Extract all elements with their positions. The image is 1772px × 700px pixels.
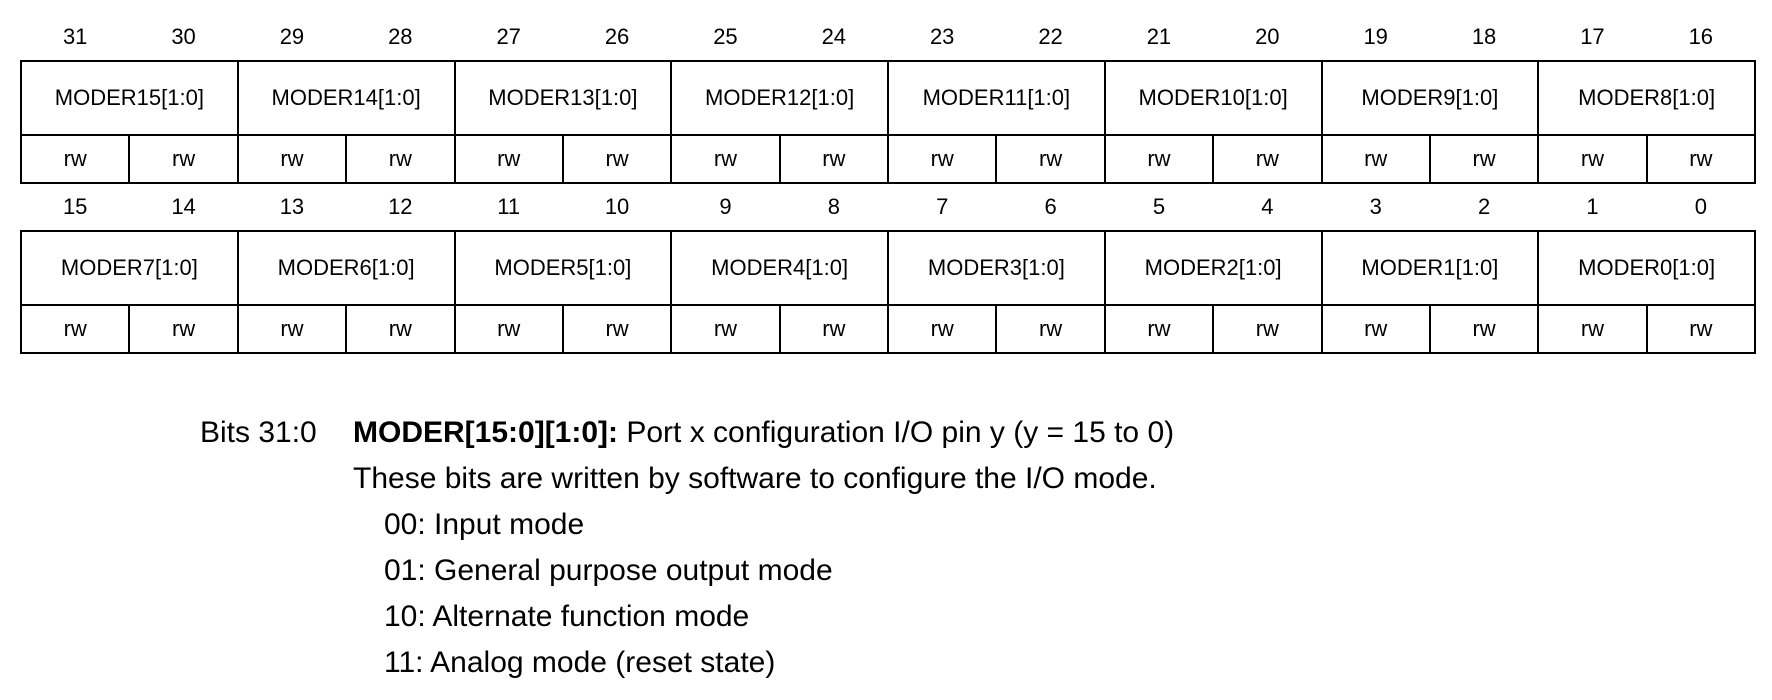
register-field: MODER13[1:0] — [455, 61, 672, 135]
access-type: rw — [1538, 305, 1646, 353]
register-field: MODER2[1:0] — [1105, 231, 1322, 305]
access-type: rw — [1538, 135, 1646, 183]
register-field: MODER12[1:0] — [671, 61, 888, 135]
upper-fields-row — [21, 61, 1755, 135]
register-field: MODER8[1:0] — [1538, 61, 1755, 135]
bit-number: 12 — [388, 194, 413, 219]
bit-number: 0 — [1694, 194, 1707, 219]
access-type: rw — [1430, 305, 1538, 353]
bit-number: 15 — [62, 194, 88, 219]
access-type: rw — [1105, 135, 1213, 183]
bit-number: 14 — [171, 194, 196, 219]
access-type: rw — [996, 135, 1104, 183]
bit-number: 10 — [604, 194, 630, 219]
field-description-header — [200, 410, 1174, 456]
register-field: MODER14[1:0] — [238, 61, 455, 135]
access-type: rw — [1647, 305, 1755, 353]
upper-bit-numbers-row — [21, 14, 1755, 61]
access-type: rw — [1322, 135, 1430, 183]
access-type: rw — [996, 305, 1104, 353]
access-type: rw — [238, 135, 346, 183]
access-type: rw — [21, 305, 129, 353]
bit-number: 5 — [1152, 194, 1166, 219]
register-field: MODER1[1:0] — [1322, 231, 1539, 305]
bit-number: 25 — [713, 24, 738, 49]
register-field: MODER6[1:0] — [238, 231, 455, 305]
register-field: MODER9[1:0] — [1322, 61, 1539, 135]
bit-number: 17 — [1580, 24, 1605, 49]
access-type: rw — [1647, 135, 1755, 183]
upper-access-row — [21, 135, 1755, 183]
access-type: rw — [563, 305, 671, 353]
access-type: rw — [346, 305, 454, 353]
field-name: MODER[15:0][1:0]: — [353, 416, 619, 449]
mode-option: 10: Alternate function mode — [384, 600, 750, 633]
bit-number: 6 — [1044, 194, 1057, 219]
register-field: MODER10[1:0] — [1105, 61, 1322, 135]
access-type: rw — [888, 135, 996, 183]
access-type: rw — [1322, 305, 1430, 353]
access-type: rw — [888, 305, 996, 353]
access-type: rw — [238, 305, 346, 353]
access-type: rw — [1430, 135, 1538, 183]
field-heading — [353, 410, 1174, 456]
bit-number: 7 — [936, 194, 949, 219]
bit-number: 21 — [1146, 24, 1172, 49]
bit-number: 29 — [279, 24, 305, 49]
bit-number: 4 — [1261, 194, 1274, 219]
register-field: MODER4[1:0] — [671, 231, 888, 305]
bit-number: 3 — [1369, 194, 1382, 219]
bit-number: 27 — [496, 24, 521, 49]
field-description — [200, 410, 1174, 686]
register-field: MODER5[1:0] — [455, 231, 672, 305]
access-type: rw — [780, 135, 888, 183]
access-type: rw — [129, 135, 237, 183]
bit-number: 16 — [1688, 24, 1714, 49]
bit-number: 24 — [821, 24, 847, 49]
register-table — [20, 14, 1756, 354]
bit-number: 26 — [604, 24, 630, 49]
register-field: MODER11[1:0] — [888, 61, 1105, 135]
bit-number: 23 — [929, 24, 955, 49]
access-type: rw — [455, 305, 563, 353]
bit-number: 13 — [279, 194, 305, 219]
access-type: rw — [1213, 305, 1321, 353]
bit-number: 19 — [1363, 24, 1388, 49]
bit-number: 30 — [171, 24, 196, 49]
bits-range-label: Bits 31:0 — [200, 416, 317, 449]
access-type: rw — [455, 135, 563, 183]
mode-option: 00: Input mode — [384, 508, 585, 541]
mode-option: 11: Analog mode (reset state) — [384, 646, 776, 679]
bit-number: 28 — [388, 24, 413, 49]
register-field: MODER3[1:0] — [888, 231, 1105, 305]
lower-access-row — [21, 305, 1755, 353]
bit-number: 9 — [719, 194, 732, 219]
lower-fields-row — [21, 231, 1755, 305]
bit-number: 8 — [827, 194, 840, 219]
access-type: rw — [346, 135, 454, 183]
lower-bit-numbers-row — [21, 183, 1755, 231]
access-type: rw — [1213, 135, 1321, 183]
field-title: Port x configuration I/O pin y (y = 15 to 0) — [618, 416, 1175, 449]
bit-number: 22 — [1038, 24, 1063, 49]
access-type: rw — [780, 305, 888, 353]
bit-number: 18 — [1471, 24, 1497, 49]
access-type: rw — [21, 135, 129, 183]
access-type: rw — [129, 305, 237, 353]
register-field: MODER15[1:0] — [21, 61, 238, 135]
field-summary: These bits are written by software to configure the I/O mode. — [353, 462, 1157, 495]
bit-number: 2 — [1477, 194, 1491, 219]
register-field: MODER0[1:0] — [1538, 231, 1755, 305]
bit-number: 1 — [1586, 194, 1599, 219]
bit-number: 31 — [62, 24, 88, 49]
access-type: rw — [671, 135, 779, 183]
bit-number: 20 — [1255, 24, 1280, 49]
access-type: rw — [1105, 305, 1213, 353]
access-type: rw — [563, 135, 671, 183]
register-field: MODER7[1:0] — [21, 231, 238, 305]
bit-number: 11 — [497, 194, 521, 219]
access-type: rw — [671, 305, 779, 353]
mode-option: 01: General purpose output mode — [384, 554, 833, 587]
